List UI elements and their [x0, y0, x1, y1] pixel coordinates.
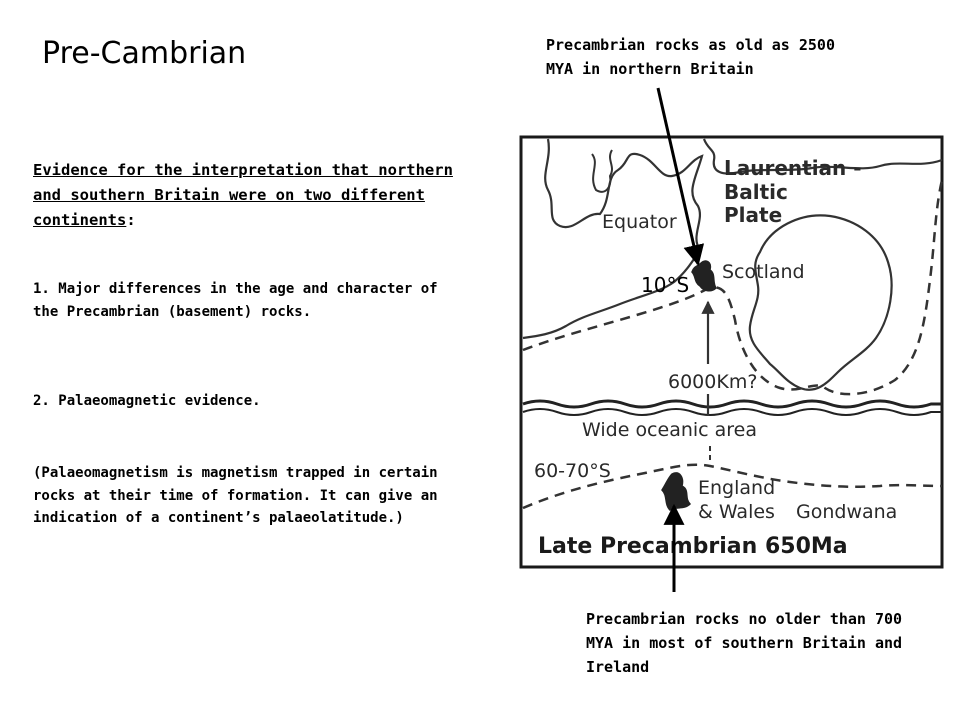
evidence-heading-text: Evidence for the interpretation that northern and southern Britain were on two different continents — [33, 161, 453, 229]
southern-rocks-callout: Precambrian rocks no older than 700 MYA in most of southern Britain and Ireland — [586, 610, 903, 676]
plate-label-line2: Baltic — [724, 180, 788, 204]
ocean-label: Wide oceanic area — [582, 419, 758, 441]
map-caption: Late Precambrian 650Ma — [538, 534, 848, 559]
distance-label: 6000Km? — [668, 371, 758, 393]
northern-rocks-callout: Precambrian rocks as old as 2500 MYA in northern Britain — [546, 36, 835, 78]
plate-label-line3: Plate — [724, 203, 783, 227]
equator-label: Equator — [602, 211, 677, 233]
latitude-60-70s-label: 60-70°S — [534, 460, 611, 482]
england-label-line1: England — [698, 477, 776, 499]
evidence-point-2: 2. Palaeomagnetic evidence. — [33, 393, 261, 409]
gondwana-label: Gondwana — [796, 501, 898, 523]
slide-title: Pre-Cambrian — [42, 36, 247, 71]
england-label-line2: & Wales — [698, 501, 775, 523]
plate-label-line1: Laurentian - — [724, 156, 862, 180]
evidence-point-1: 1. Major differences in the age and character of the Precambrian (basement) rocks. — [33, 281, 438, 320]
latitude-10s-label: 10°S — [641, 273, 690, 297]
scotland-label: Scotland — [722, 261, 805, 283]
evidence-heading-colon: : — [126, 211, 136, 229]
palaeomagnetism-note: (Palaeomagnetism is magnetism trapped in certain rocks at their time of formation. It can give an indication of a continent’s palaeolatitude.) — [33, 465, 438, 526]
